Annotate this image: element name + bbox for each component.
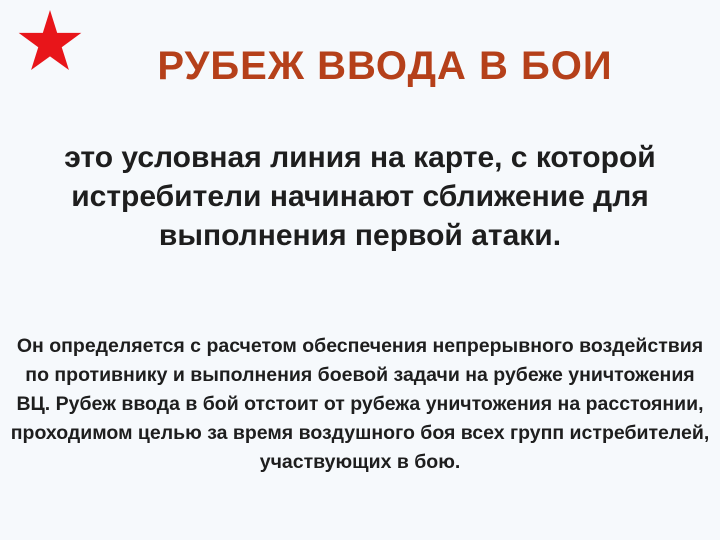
- slide-title: РУБЕЖ ВВОДА В БОИ: [157, 44, 613, 88]
- explanation-text: Он определяется с расчетом обеспечения непрерывного воздействия по противнику и выполнения боевой задачи на рубеже уничтожения ВЦ. Рубеж ввода в бой отстоит от рубежа уничтожения на расстоянии, проходимом целью за время воздушного боя всех групп истребителей, участвующих в бою.: [10, 335, 710, 473]
- definition-text: это условная линия на карте, с которой истребители начинают сближение для выполнения первой атаки.: [64, 141, 656, 252]
